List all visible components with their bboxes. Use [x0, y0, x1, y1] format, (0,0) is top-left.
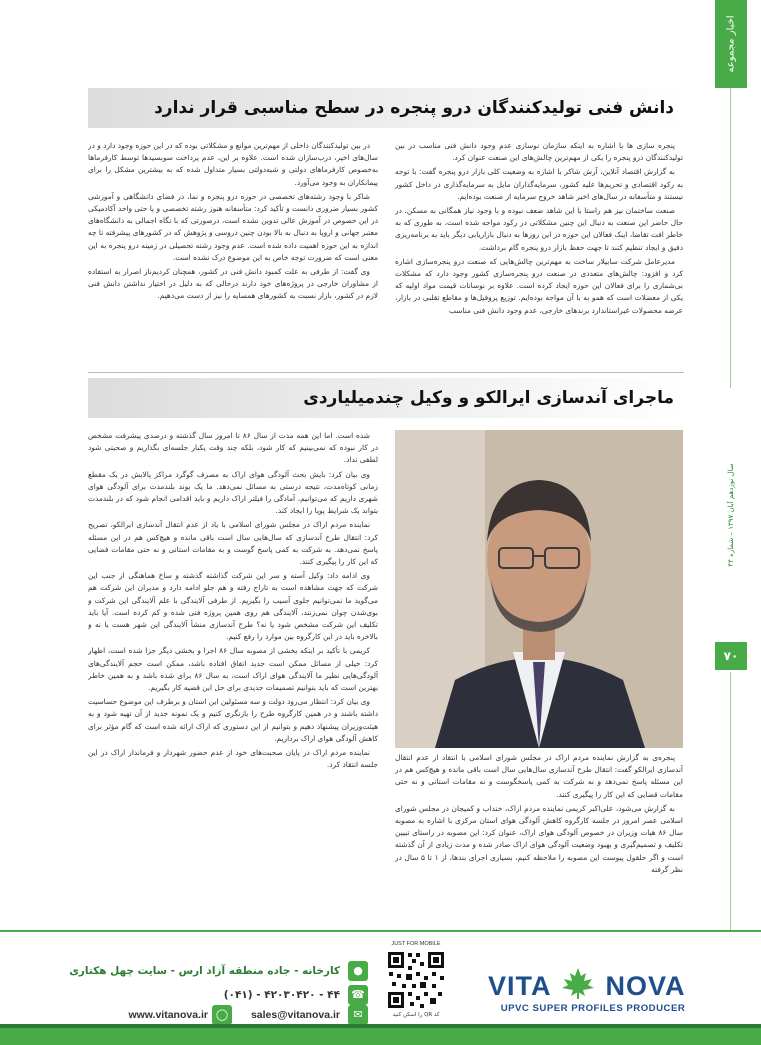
paragraph: مدیرعامل شرکت سابیلار ساخت به مهم‌ترین چالش‌هایی که صنعت درو پنجره‌سازی اشاره کرد و افزود: چالش‌های متعددی در صنعت درو پنجره‌سازی کشور وجود دارد که مشکلات بی‌شماری را برای فعالان این حوزه ایجاد کرده است. علاوه بر نوسانات قیمت مواد اولیه که یکی از معضلات است که همو به با آن مواجه بوده‌ایم. توزیع پروفیل‌ها و مقاطع تقلبی در بازار، عرضه محصولات غیراستاندارد برندهای خارجی، عدم وجود دانش فنی مناسب — [395, 256, 683, 315]
paragraph: شده است. اما این همه مدت از سال ۸۶ تا امروز سال گذشته و درصدی پیشرفت مشخص در کار نبوده که نمی‌بینیم که کار شود، بلکه چند وقت یکبار جلسه‌ای بگذاریم و صحبتی شود لطفی نداد. — [88, 431, 378, 465]
paragraph: در بین تولیدکنندگان داخلی از مهم‌ترین موانع و مشکلاتی بوده که در این حوزه وجود دارد و در سال‌های اخیر، درب‌سازان شده است. علاوه بر این، عدم پرداخت سوبسیدها توسط کارفرماها به‌خصوص کارفرماهای دولتی و شبه‌دولتی بسیار متداول شده که به بیشترین مشکل را برای پیمانکاران به وجود می‌آورد. — [88, 141, 378, 187]
article1-left-column — [88, 140, 378, 362]
portrait-photo — [395, 430, 683, 748]
globe-icon: ◯ — [212, 1005, 232, 1025]
paragraph: پنجره‌ی به گزارش نماینده مردم اراک در مجلس شورای اسلامی با انتقاد از عدم انتقال آندسازی ایرالکو گفت: انتقال طرح آندسازی سال‌هایی سال است باقی مانده و هیچ‌کس هم در این مسئله پاسخ نمی‌دهد و نه شرکت به کمی پاسخگوست و نه مقامات استانی و نه حتی مقامات قضایی که این کار را پیگیری کنند. — [395, 753, 683, 799]
article2-title: ماجرای آندسازی ایرالکو و وکیل چندمیلیاردی — [303, 388, 674, 408]
contact-phone — [68, 984, 368, 1006]
article2-title-bar — [88, 378, 684, 418]
paragraph: نماینده مردم اراک در پایان صحبت‌های خود از عدم حضور شهردار و فرماندار اراک در این جلسه انتقاد کرد. — [88, 748, 378, 770]
qr-caption: JUST FOR MOBILE — [391, 941, 441, 947]
paragraph: به گزارش اقتصاد آنلاین، آرش شاکر با اشاره به وضعیت کلی بازار درو پنجره گفت: با توجه به رکود اقتصادی و تحریم‌ها علیه کشور، سرمایه‌گذاران مایل به سرمایه‌گذاری در داخل کشور نیستند و متأسفانه در سال‌های اخیر شاهد خروج سرمایه از صنعت بوده‌ایم. — [395, 167, 683, 201]
paragraph: وی گفت: از طرفی به علت کمبود دانش فنی در کشور، همچنان کردیم‌ناز اصرار به استفاده از مشاوران خارجی در پروژه‌های خود دارند درحالی که به دلیل در اختیار نداشتن دانش فنی لازم در کشور، بازار نسبت به کشورهای همسایه را نیز از دست می‌دهیم. — [88, 267, 378, 301]
paragraph: وی بیان کرد: انتظار می‌رود دولت و سه مسئولین این استان و برطرف این موضوع حساسیت داشته باشند و در همین کارگروه طرح را بازنگری کنیم و یک نمونه جدید از آن تهیه شود و به هیئت‌وزیران پیشنهاد دهیم و بتوانیم از این دستوری که اراک ارائه شده است که گام مؤثر برای کاهش آلودگی هوای اراک برداریم. — [88, 697, 378, 743]
logo-wordmark — [488, 967, 698, 1002]
issue-meta-text: سال نوزدهم آبان ۱۳۹۷ – شماره ۴۴ — [727, 463, 735, 567]
footer-top-line — [0, 930, 761, 932]
portrait-illustration — [395, 430, 683, 748]
paragraph: نماینده مردم اراک در مجلس شورای اسلامی با یاد از عدم انتقال آندسازی ایرالکو، تصریح کرد: انتقال طرح آندسازی که سال‌هایی سال است باقی مانده و هیچ‌کس هم در این مسئله پاسخ نمی‌دهد. به شرکت به کمی پاسخ گوست و به مقامات استانی و نه حتی مقامات قضایی که این کار را پیگیری کنند. — [88, 520, 378, 567]
contact-web-email — [68, 1004, 368, 1026]
logo-left: VITA — [488, 971, 551, 1001]
issue-meta — [717, 395, 745, 635]
logo-right: NOVA — [605, 971, 686, 1001]
article1-right-column — [395, 140, 683, 362]
paragraph: به گزارش می‌شود، علی‌اکبر کریمی نماینده مردم اراک، خنداب و کمیجان در مجلس شورای اسلامی عصر امروز در جلسه کارگروه کاهش آلودگی هوای استان مرکزی با اشاره به مصوبه سال ۸۶ هیات وزیران در خصوص آلودگی هوای اراک، عنوان کرد: این مصوبه در راستای تبیین تکلیف و تصمیم‌گیری و بهبود وضعیت آلودگی هوای اراک صادر شده و مدت زیادی از آن گذشته است و اگر حلقول پیوست این مصوبه را ملاحظه کنیم، بسیاری اجرای بندها، از ۱ تا ۵ سال در نظر گرفته — [395, 803, 683, 874]
qr-subcaption: کد QR را اسکن کنید — [392, 1012, 440, 1018]
section-tab-label: اخبار مجموعه — [725, 15, 737, 73]
page-number: ۷۰ — [715, 642, 747, 670]
article2-right-column — [395, 752, 683, 924]
email-text[interactable]: sales@vitanova.ir — [250, 1009, 340, 1021]
location-icon: ● — [348, 961, 368, 981]
paragraph: پنجره سازی ها با اشاره به اینکه سازمان نوسازی عدم وجود دانش فنی مناسب در بین تولیدکنندگان درو پنجره را یکی از مهم‌ترین چالش‌های این صنعت عنوان کرد. — [395, 141, 683, 163]
qr-code-block — [382, 940, 450, 1022]
email-icon: ✉ — [348, 1005, 368, 1025]
article1-title: دانش فنی تولیدکنندگان درو پنجره در سطح مناسبی قرار ندارد — [154, 98, 674, 118]
logo-tagline: UPVC SUPER PROFILES PRODUCER — [500, 1003, 686, 1014]
article2-left-column — [88, 430, 378, 924]
maple-leaf-icon — [561, 967, 595, 999]
website-text[interactable]: www.vitanova.ir — [128, 1009, 208, 1021]
paragraph: وی بیان کرد: بایش بحث آلودگی هوای اراک به مصرف گوگرد مراکز پالایش در یک مقطع زمانی کوتاه‌مدت، نتیجه درستی به مسائل نمی‌دهد. ما یک بوند بلندمدت برای آلودگی هوای شهری داریم که می‌توانیم، آمادگی را فیلتر اراک داریم و باید اقدامی انجام شود که در بلندمدت بتواند یک شرایط پویا را ایجاد کند. — [88, 469, 378, 516]
paragraph: شاکر با وجود رشته‌های تخصصی در حوزه درو پنجره و نما، در فضای دانشگاهی و آموزشی کشور بسیار ضروری دانست و تأکید کرد: متأسفانه هنوز رشته تخصصی و یا حتی واحد آکادمیکی در این خصوص در آموزش عالی تدوین نشده است، درصورتی که با نگاه اجمالی به دانشگاه‌های معتبر جهانی و اروپا به دنبال به بالا بودن چنین دروسی و پژوهش که در کشورهای پیشرفته تا چه اندازه به این حوزه اهمیت داده شده است. عدم وجود رشته تحصیلی در زمینه درو پنجره به این معنی است که ضرورت توجه خاص به این موضوع درک نشده است. — [88, 191, 378, 262]
article1-title-bar — [88, 88, 684, 128]
address-text: کارخانه - جاده منطقه آزاد ارس - سایت چهل هکتاری — [69, 965, 340, 977]
section-tab — [715, 0, 747, 88]
qr-code-icon[interactable] — [386, 950, 446, 1010]
footer-band — [0, 1028, 761, 1045]
article-separator — [88, 372, 684, 373]
paragraph: صنعت ساختمان نیز هم راستا با این شاهد ضعف نبوده و با وجود نیاز همگانی به مسکن، در حال حاضر این صنعت به دنبال این چنین مشکلاتی در رکود مواجه شده است، به طوری که به خاطر افت تقاضا، اینک فعالان این حوزه در این روزها به دنبال بازاریابی دیگر باید به برنامه‌ریزی دقیق و ایجاد تنظیم کنند تا جهت حفظ بازار درو پنجره گام برداشت. — [395, 206, 683, 252]
phone-icon: ☎ — [348, 985, 368, 1005]
paragraph: وی ادامه داد: وکیل آسته و سر این شرکت گذاشته گذشته و ساخ هماهنگی از جنب این شرکت که جهت مشاهده است به تاراج رفته و هم جلو ادامه دارد و مدیران این شرکت هم می‌گوید ما نمی‌توانیم جلوی آسیب را بگیریم. از طرفی آلایندگی با علم آلایندگی این شرکت و بوی‌شدن چوان نمی‌زنند، آلایندگی هم روی همین پروژه فنی شده و کم کرده است. آیا باید تکلیف این شرکت مشخص شود یا نه؟ طرح آندسازی منشأ آلایندگی این شهر هست یا نه و بالاخره باید در این کارگروه بین موارد را رفع کنیم. — [88, 571, 378, 642]
phone-text[interactable]: (۰۴۱) - ۴۲۰۳۰۴۲۰ - ۴۴ — [223, 989, 340, 1001]
side-divider-bottom — [730, 672, 731, 930]
paragraph: کریمی با تأکید بر اینکه بخشی از مصوبه سال ۸۶ اجرا و بخشی دیگر جزا شده است، اظهار کرد: خیلی از مسائل ممکن است جدید اتفاق افتاده باشد، ممکن است حجم آلایندگی‌های آلودگی‌هایی نظیر ما آلایندگی هوای اراک است، به سال ۸۶ برای شده باشد و به همین خاطر بهترین است که باید بتوانیم تصمیمات جدیدی برای حل این قضیه کار بگیریم. — [88, 646, 378, 693]
vitanova-logo — [488, 945, 698, 1020]
side-divider-top — [730, 88, 731, 388]
contact-address — [68, 960, 368, 982]
